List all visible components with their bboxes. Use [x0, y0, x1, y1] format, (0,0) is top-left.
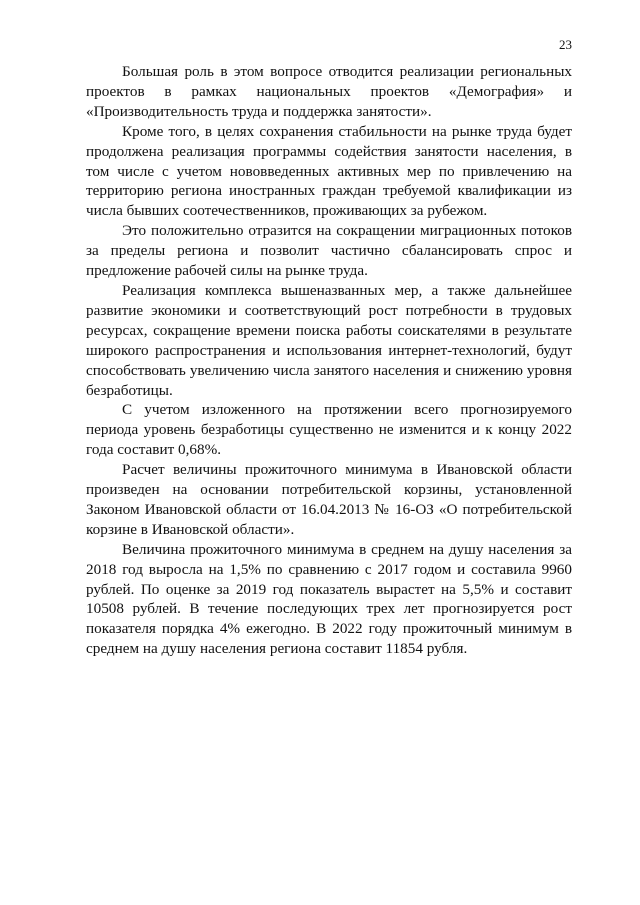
paragraph: Кроме того, в целях сохранения стабильности на рынке труда будет продолжена реализация программы содействия занятости населения, в том числе с учетом нововведенных активных мер по привлечению на территорию региона иностранных граждан требуемой квалификации из числа бывших соотечественников, проживающих за рубежом. — [86, 122, 572, 220]
paragraph: Большая роль в этом вопросе отводится реализации региональных проектов в рамках национальных проектов «Демография» и «Производительность труда и поддержка занятости». — [86, 63, 572, 120]
paragraph: Расчет величины прожиточного минимума в Ивановской области произведен на основании потребительской корзины, установленной Законом Ивановской области от 16.04.2013 № 16-ОЗ «О потребительской корзине в Ивановской области». — [86, 461, 572, 538]
paragraph: Это положительно отразится на сокращении миграционных потоков за пределы региона и позволит частично сбалансировать спрос и предложение рабочей силы на рынке труда. — [86, 222, 572, 280]
paragraph: Реализация комплекса вышеназванных мер, а также дальнейшее развитие экономики и соответствующий рост потребности в трудовых ресурсах, сокращение времени поиска работы соискателями в результате широкого распространения и использования интернет-технологий, будут способствовать увеличению числа занятого населения и снижению уровня безработицы. — [86, 281, 572, 399]
page-number: 23 — [559, 37, 572, 52]
document-body — [86, 62, 572, 659]
paragraph: Величина прожиточного минимума в среднем на душу населения за 2018 год выросла на 1,5% по сравнению с 2017 годом и составила 9960 рублей. По оценке за 2019 год показатель вырастет на 5,5% и составит 10508 рублей. В течение последующих трех лет прогнозируется рост показателя порядка 4% ежегодно. В 2022 году прожиточный минимум в среднем на душу населения региона составит 11854 рубля. — [86, 540, 572, 658]
paragraph: С учетом изложенного на протяжении всего прогнозируемого периода уровень безработицы существенно не изменится и к концу 2022 года составит 0,68%. — [86, 401, 572, 459]
